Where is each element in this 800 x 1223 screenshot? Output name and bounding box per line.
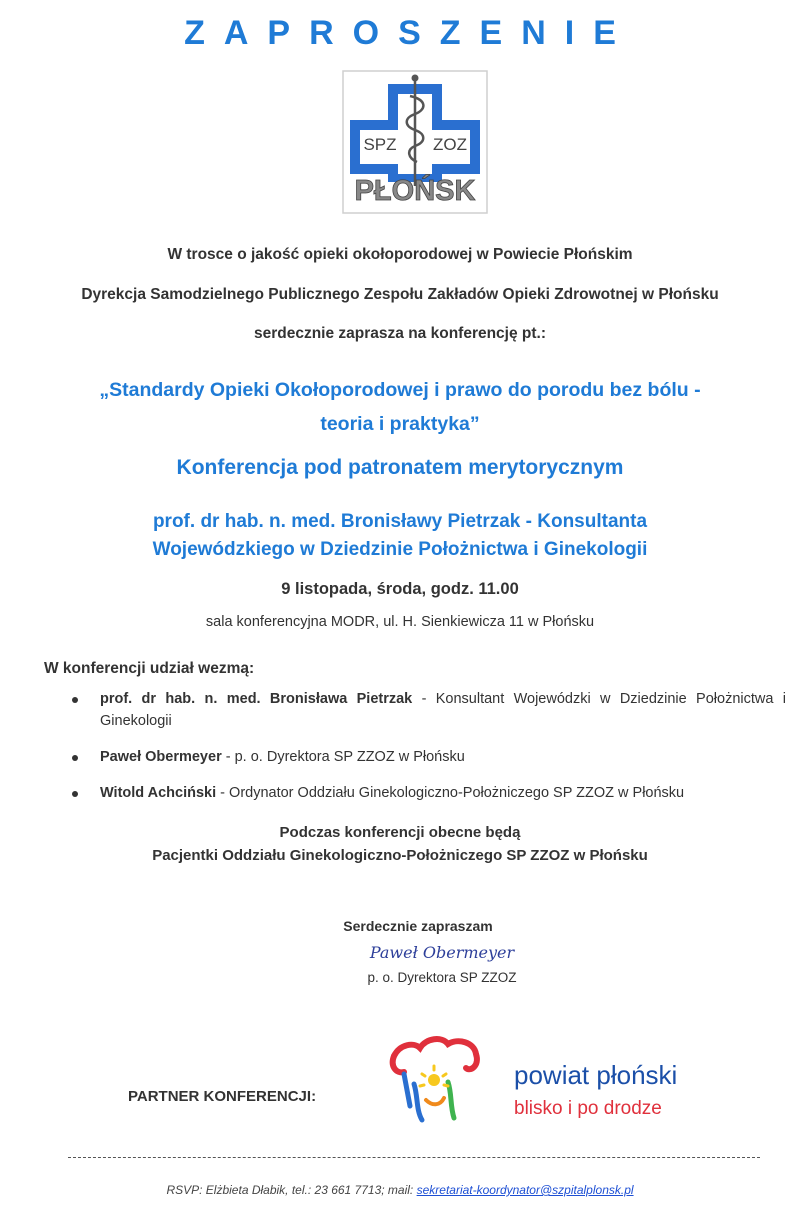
intro-line-1: W trosce o jakość opieki okołoporodowej w Powiecie Płońskim (167, 246, 633, 263)
patronage-heading: Konferencja pod patronatem merytorycznym (176, 456, 624, 479)
patron-line-2: Wojewódzkiego w Dziedzinie Położnictwa i Ginekologii (152, 539, 648, 560)
bullet-icon (72, 697, 78, 703)
conference-title-line-1: „Standardy Opieki Okołoporodowej i prawo do porodu bez bólu - (99, 379, 701, 401)
participant-name: Paweł Obermeyer (100, 749, 222, 765)
event-date: 9 listopada, środa, godz. 11.00 (281, 580, 519, 598)
list-item (68, 782, 786, 804)
event-venue: sala konferencyjna MODR, ul. H. Sienkiewicza 11 w Płońsku (205, 614, 595, 630)
presence-line-2: Pacjentki Oddziału Ginekologiczno-Położniczego SP ZZOZ w Płońsku (152, 847, 648, 864)
conference-title-line-2: teoria i praktyka” (320, 413, 480, 435)
signature-heading: Serdecznie zapraszam (343, 918, 493, 934)
divider (68, 1157, 760, 1158)
spzoz-plonsk-logo (342, 70, 488, 214)
partner-slogan: blisko i po drodze (514, 1098, 662, 1119)
participant-role: - Konsultant Wojewódzki w Dziedzinie Położnictwa i Ginekologii (100, 691, 786, 729)
intro-line-2: Dyrekcja Samodzielnego Publicznego Zespołu Zakładów Opieki Zdrowotnej w Płońsku (81, 286, 719, 303)
list-item (68, 688, 786, 732)
logo-text-left: SPZ (363, 135, 397, 154)
patron-line-1: prof. dr hab. n. med. Bronisławy Pietrzak - Konsultanta (152, 511, 648, 532)
participant-role: - Ordynator Oddziału Ginekologiczno-Położniczego SP ZZOZ w Płońsku (216, 785, 685, 801)
invitation-title: ZAPROSZENIE (184, 14, 635, 52)
logo-text-right: ZOZ (433, 135, 467, 154)
signature-name: Paweł Obermeyer (369, 943, 515, 962)
list-item (68, 746, 786, 768)
intro-line-3: serdecznie zaprasza na konferencję pt.: (253, 325, 547, 342)
participants-heading: W konferencji udział wezmą: (44, 660, 255, 677)
bullet-icon (72, 755, 78, 761)
participant-name: Witold Achciński (100, 785, 217, 801)
powiat-plonski-logo (386, 1034, 482, 1126)
participant-name: prof. dr hab. n. med. Bronisława Pietrzak (100, 691, 413, 707)
partner-label: PARTNER KONFERENCJI: (128, 1088, 317, 1105)
logo-text-bottom: PŁOŃSK (354, 175, 476, 207)
rsvp-email-link[interactable]: sekretariat-koordynator@szpitalplonsk.pl (416, 1183, 634, 1197)
participants-list (68, 688, 786, 818)
rsvp-line (0, 1183, 800, 1197)
signature-role: p. o. Dyrektora SP ZZOZ (367, 970, 517, 985)
rsvp-text: RSVP: Elżbieta Dłabik, tel.: 23 661 7713; mail: (166, 1183, 417, 1197)
presence-line-1: Podczas konferencji obecne będą (279, 824, 521, 841)
participant-role: - p. o. Dyrektora SP ZZOZ w Płońsku (221, 749, 465, 765)
bullet-icon (72, 791, 78, 797)
partner-name: powiat płoński (514, 1060, 678, 1090)
